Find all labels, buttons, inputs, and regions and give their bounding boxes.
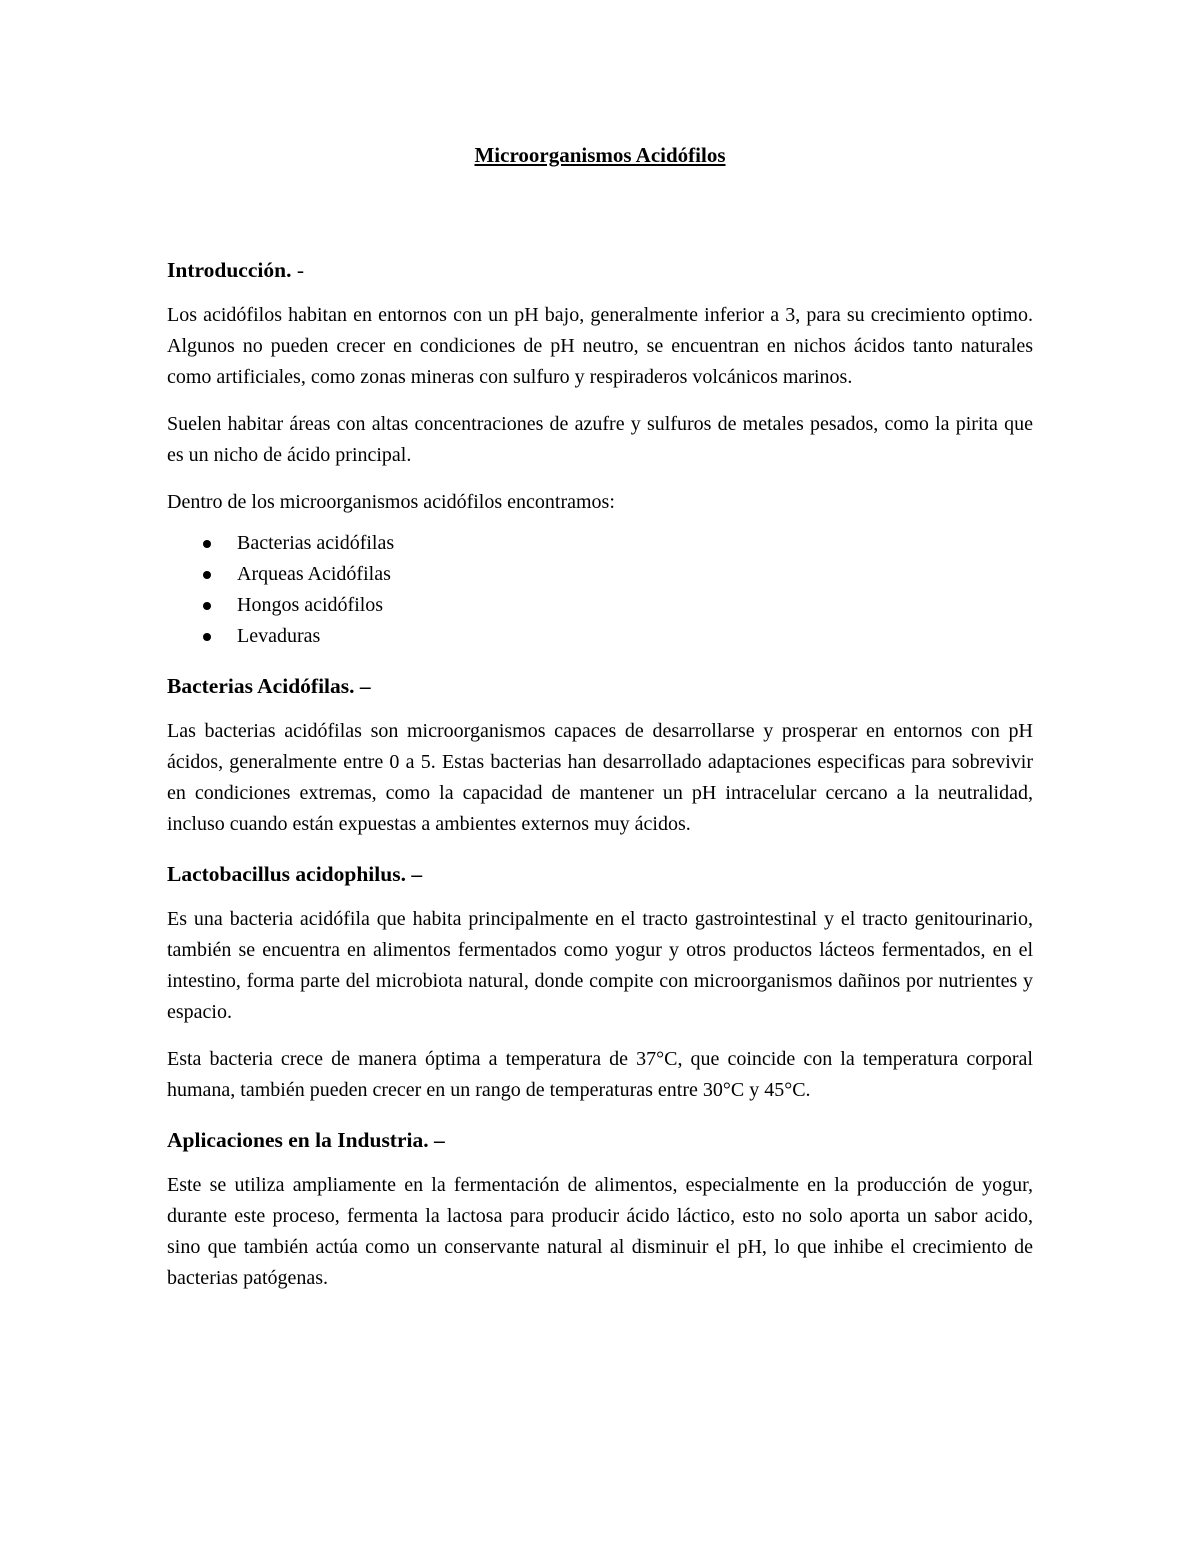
section-heading-text: Aplicaciones en la Industria. (167, 1128, 429, 1152)
list-item-text: Arqueas Acidófilas (237, 563, 391, 585)
section-heading-text: Lactobacillus acidophilus. (167, 862, 406, 886)
paragraph: Las bacterias acidófilas son microorganismos capaces de desarrollarse y prosperar en entornos con pH ácidos, generalmente entre 0 a 5. Estas bacterias han desarrollado adaptaciones especificas para sobrevivir en condiciones extremas, como la capacidad de mantener un pH intracelular cercano a la neutralidad, incluso cuando están expuestas a ambientes externos muy ácidos. (167, 720, 1033, 835)
section-heading-lactobacillus (167, 858, 1033, 890)
list-item (167, 528, 1033, 559)
heading-dash: – (411, 862, 423, 886)
list-item (167, 559, 1033, 590)
section-heading-aplicaciones (167, 1124, 1033, 1156)
list-item (167, 590, 1033, 621)
section-heading-text: Introducción. (167, 258, 292, 282)
bullet-icon (203, 540, 211, 548)
list-item-text: Bacterias acidófilas (237, 532, 395, 554)
heading-dash: – (359, 674, 371, 698)
bullet-icon (203, 571, 211, 579)
list-item-text: Levaduras (237, 625, 321, 647)
bullet-icon (203, 602, 211, 610)
document-title: Microorganismos Acidófilos (474, 143, 726, 167)
document-page (167, 140, 1033, 1294)
heading-dash: – (434, 1128, 445, 1152)
paragraph: Dentro de los microorganismos acidófilos encontramos: (167, 491, 615, 513)
paragraph: Suelen habitar áreas con altas concentraciones de azufre y sulfuros de metales pesados, como la pirita que es un nicho de ácido principal. (167, 413, 1033, 466)
bullet-list (167, 528, 1033, 652)
paragraph: Esta bacteria crece de manera óptima a temperatura de 37°C, que coincide con la temperatura corporal humana, también pueden crecer en un rango de temperaturas entre 30°C y 45°C. (167, 1048, 1033, 1101)
list-item (167, 621, 1033, 652)
section-heading-bacterias (167, 670, 1033, 702)
bullet-icon (203, 633, 211, 641)
paragraph: Este se utiliza ampliamente en la fermentación de alimentos, especialmente en la producción de yogur, durante este proceso, fermenta la lactosa para producir ácido láctico, esto no solo aporta un sabor acido, sino que también actúa como un conservante natural al disminuir el pH, lo que inhibe el crecimiento de bacterias patógenas. (167, 1174, 1033, 1289)
section-heading-text: Bacterias Acidófilas. (167, 674, 355, 698)
list-item-text: Hongos acidófilos (237, 594, 384, 616)
paragraph: Los acidófilos habitan en entornos con un pH bajo, generalmente inferior a 3, para su crecimiento optimo. Algunos no pueden crecer en condiciones de pH neutro, se encuentran en nichos ácidos tanto naturales como artificiales, como zonas mineras con sulfuro y respiraderos volcánicos marinos. (167, 304, 1033, 388)
paragraph: Es una bacteria acidófila que habita principalmente en el tracto gastrointestinal y el tracto genitourinario, también se encuentra en alimentos fermentados como yogur y otros productos lácteos fermentados, en el intestino, forma parte del microbiota natural, donde compite con microorganismos dañinos por nutrientes y espacio. (167, 908, 1033, 1023)
section-heading-introduccion (167, 254, 1033, 286)
heading-dash: - (296, 258, 304, 282)
